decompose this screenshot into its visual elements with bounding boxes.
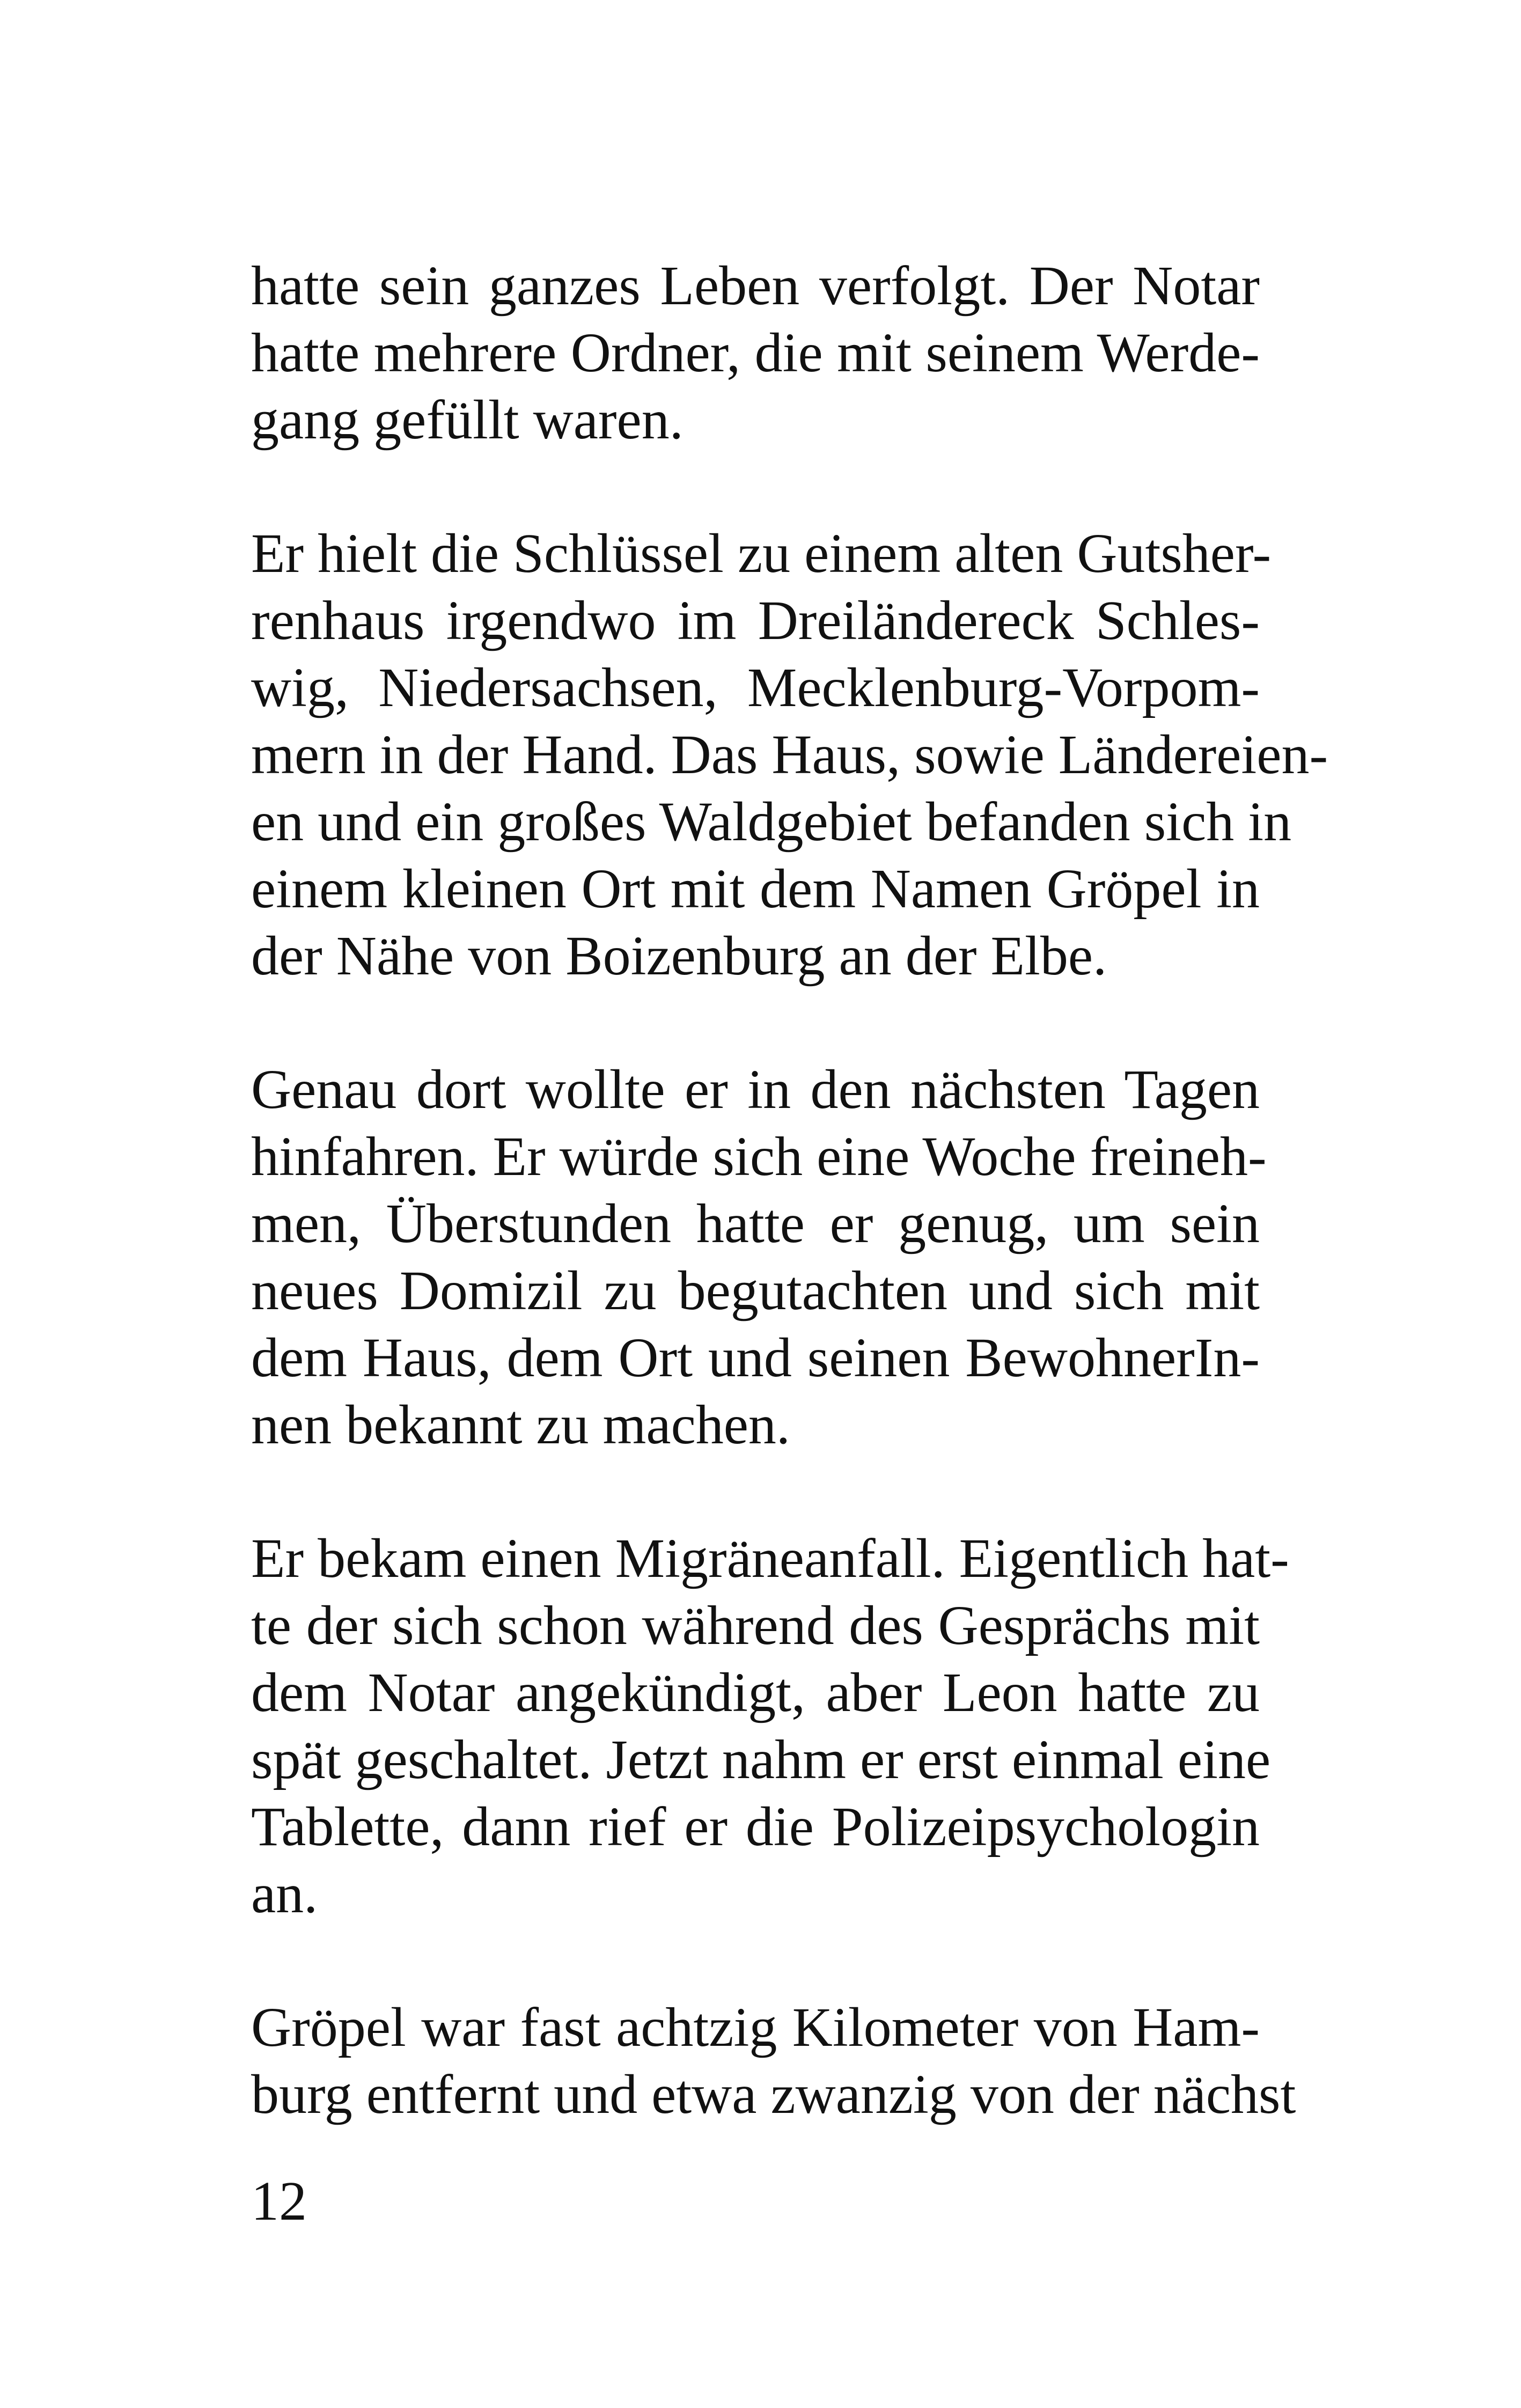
text-line: dem Haus, dem Ort und seinen BewohnerIn-	[251, 1327, 1260, 1389]
text-line: Er hielt die Schlüssel zu einem alten Gutsher-	[251, 523, 1272, 584]
text-line: hinfahren. Er würde sich eine Woche freineh-	[251, 1126, 1267, 1187]
page-number: 12	[251, 2170, 307, 2232]
paragraph	[251, 520, 1328, 989]
paragraph-gap	[251, 1458, 1260, 1525]
text-line: nen bekannt zu machen.	[251, 1394, 790, 1456]
paragraph-gap	[251, 453, 1260, 520]
text-line: Er bekam einen Migräneanfall. Eigentlich hat-	[251, 1528, 1289, 1589]
text-line: neues Domizil zu begutachten und sich mit	[251, 1260, 1260, 1322]
text-line: en und ein großes Waldgebiet befanden sich in	[251, 791, 1292, 853]
paragraph	[251, 1056, 1267, 1458]
text-line: Tablette, dann rief er die Polizeipsychologin	[251, 1796, 1260, 1858]
text-line: an.	[251, 1863, 318, 1925]
text-line: renhaus irgendwo im Dreiländereck Schles-	[251, 590, 1260, 651]
text-line: der Nähe von Boizenburg an der Elbe.	[251, 925, 1107, 987]
paragraph	[251, 1994, 1296, 2128]
text-line: hatte mehrere Ordner, die mit seinem Werde-	[251, 322, 1260, 384]
paragraph-gap	[251, 989, 1260, 1056]
text-line: gang gefüllt waren.	[251, 389, 684, 451]
text-line: hatte sein ganzes Leben verfolgt. Der Notar	[251, 255, 1260, 317]
text-line: burg entfernt und etwa zwanzig von der nächst	[251, 2064, 1296, 2125]
text-line: Genau dort wollte er in den nächsten Tagen	[251, 1059, 1260, 1120]
text-line: dem Notar angekündigt, aber Leon hatte zu	[251, 1662, 1260, 1723]
text-line: spät geschaltet. Jetzt nahm er erst einmal eine	[251, 1729, 1271, 1790]
text-line: wig, Niedersachsen, Mecklenburg-Vorpom-	[251, 657, 1260, 718]
text-line: einem kleinen Ort mit dem Namen Gröpel in	[251, 858, 1260, 920]
text-line: te der sich schon während des Gesprächs mit	[251, 1595, 1260, 1656]
text-line: mern in der Hand. Das Haus, sowie Ländereien-	[251, 724, 1328, 785]
text-line: men, Überstunden hatte er genug, um sein	[251, 1193, 1260, 1254]
paragraph-gap	[251, 1927, 1260, 1994]
paragraph	[251, 1525, 1289, 1927]
text-line: Gröpel war fast achtzig Kilometer von Ham-	[251, 1996, 1260, 2058]
body-text	[251, 252, 1328, 2128]
paragraph	[251, 252, 1260, 453]
